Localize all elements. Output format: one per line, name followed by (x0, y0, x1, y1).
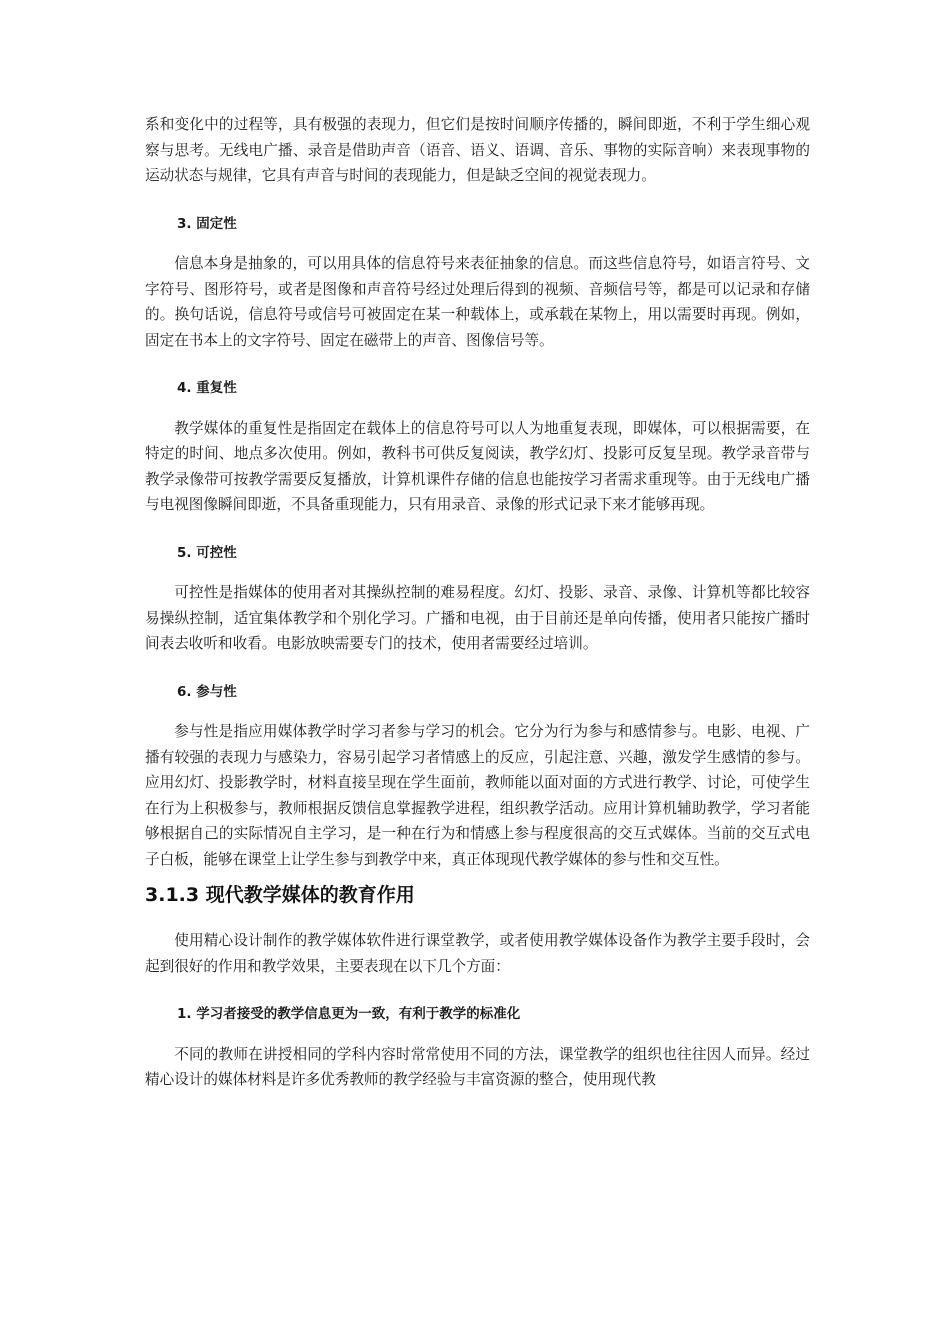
heading-consistency: 1. 学习者接受的教学信息更为一致，有利于教学的标准化 (177, 1006, 521, 1022)
paragraph-fixity: 信息本身是抽象的，可以用具体的信息符号来表征抽象的信息。而这些信息符号，如语言符号、文字符号、图形符号，或者是图像和声音符号经过处理后得到的视频、音频信号等，都是可以记录和存储的。换句话说，信息符号或信号可被固定在某一种载体上，或承载在某物上，用以需要时再现。例如，固定在书本上的文字符号、固定在磁带上的声音、图像信号等。 (145, 255, 810, 349)
heading-controllability: 5. 可控性 (177, 544, 237, 561)
heading-fixity: 3. 固定性 (177, 215, 237, 232)
heading-repeatability: 4. 重复性 (177, 380, 237, 396)
paragraph-continued: 系和变化中的过程等，具有极强的表现力，但它们是按时间顺序传播的，瞬间即逝，不利于学生细心观察与思考。无线电广播、录音是借助声音（语音、语义、语调、音乐、事物的实际音响）来表现事物的运动状态与规律，它具有声音与时间的表现能力，但是缺乏空间的视觉表现力。 (145, 116, 810, 184)
paragraph-consistency: 不同的教师在讲授相同的学科内容时常常使用不同的方法，课堂教学的组织也往往因人而异。经过精心设计的媒体材料是许多优秀教师的教学经验与丰富资源的整合，使用现代教 (145, 1045, 810, 1088)
heading-participation: 6. 参与性 (177, 683, 237, 700)
section-title: 3.1.3 现代教学媒体的教育作用 (145, 884, 415, 906)
paragraph-section-intro: 使用精心设计制作的教学媒体软件进行课堂教学，或者使用教学媒体设备作为教学主要手段时，会起到很好的作用和教学效果，主要表现在以下几个方面： (145, 932, 810, 975)
paragraph-participation: 参与性是指应用媒体教学时学习者参与学习的机会。它分为行为参与和感情参与。电影、电视、广播有较强的表现力与感染力，容易引起学习者情感上的反应，引起注意、兴趣，激发学生感情的参与。应用幻灯、投影教学时，材料直接呈现在学生面前，教师能以面对面的方式进行教学、讨论，可使学生在行为上积极参与，教师根据反馈信息掌握教学进程，组织教学活动。应用计算机辅助教学，学习者能够根据自己的实际情况自主学习，是一种在行为和情感上参与程度很高的交互式媒体。当前的交互式电子白板，能够在课堂上让学生参与到教学中来，真正体现现代教学媒体的参与性和交互性。 (145, 723, 810, 868)
document-page (145, 112, 810, 1093)
paragraph-controllability: 可控性是指媒体的使用者对其操纵控制的难易程度。幻灯、投影、录音、录像、计算机等都比较容易操纵控制，适宜集体教学和个别化学习。广播和电视，由于目前还是单向传播，使用者只能按广播时间表去收听和收看。电影放映需要专门的技术，使用者需要经过培训。 (145, 584, 810, 652)
paragraph-repeatability: 教学媒体的重复性是指固定在载体上的信息符号可以人为地重复表现，即媒体，可以根据需要，在特定的时间、地点多次使用。例如，教科书可供反复阅读，教学幻灯、投影可反复呈现。教学录音带与教学录像带可按教学需要反复播放，计算机课件存储的信息也能按学习者需求重现等。由于无线电广播与电视图像瞬间即逝，不具备重现能力，只有用录音、录像的形式记录下来才能够再现。 (145, 419, 810, 513)
